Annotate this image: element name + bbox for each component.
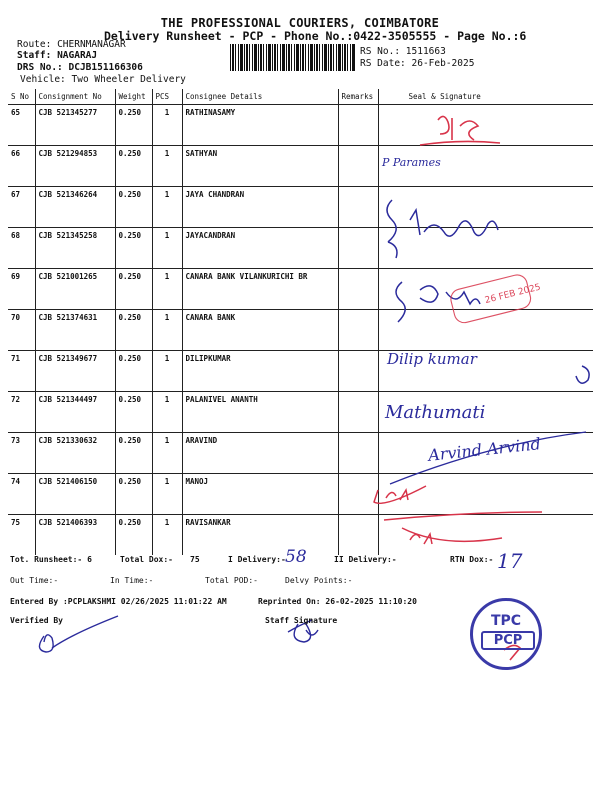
cell-pcs: 1 [152,433,182,474]
cell-pcs: 1 [152,351,182,392]
cell-consignment: CJB 521374631 [35,310,115,351]
col-header-weight: Weight [115,89,152,105]
cell-weight: 0.250 [115,433,152,474]
cell-weight: 0.250 [115,392,152,433]
signature-row65 [420,116,500,145]
signature-row75 [384,512,542,544]
in-time-label: In Time:- [110,576,154,585]
cell-pcs: 1 [152,515,182,556]
col-header-sno: S No [8,89,35,105]
cell-consignee: RAVISANKAR [182,515,338,556]
tot-runsheet: Tot. Runsheet:- 6 [10,555,92,564]
rtn-dox-label: RTN Dox:- [450,555,494,564]
cell-consignee: RATHINASAMY [182,105,338,146]
cell-weight: 0.250 [115,474,152,515]
staff-value: NAGARAJ [57,50,98,61]
cell-pcs: 1 [152,187,182,228]
col-header-consignee: Consignee Details [182,89,338,105]
handwritten-row66: P Parames [382,156,441,169]
cell-consignee: SATHYAN [182,146,338,187]
reprinted-on: Reprinted On: 26-02-2025 11:10:20 [258,597,417,606]
cell-weight: 0.250 [115,187,152,228]
cell-consignment: CJB 521346264 [35,187,115,228]
cell-consignment: CJB 521406150 [35,474,115,515]
cell-consignment: CJB 521345258 [35,228,115,269]
date-stamp-text: 26 FEB 2025 [483,282,542,307]
cell-weight: 0.250 [115,105,152,146]
cell-weight: 0.250 [115,146,152,187]
company-stamp [470,598,542,670]
cell-consignment: CJB 521345277 [35,105,115,146]
cell-consignee: CANARA BANK [182,310,338,351]
cell-weight: 0.250 [115,351,152,392]
cell-consignment: CJB 521344497 [35,392,115,433]
verified-by-label: Verified By [10,616,63,625]
col-header-pcs: PCS [152,89,182,105]
cell-sno: 68 [8,228,35,269]
cell-weight: 0.250 [115,269,152,310]
i-delivery-handwritten: 58 [285,547,307,567]
rs-no-value: 1511663 [405,46,446,57]
cell-weight: 0.250 [115,228,152,269]
cell-sno: 73 [8,433,35,474]
cell-consignment: CJB 521001265 [35,269,115,310]
cell-sno: 74 [8,474,35,515]
vehicle-value: Two Wheeler Delivery [71,74,186,85]
signature-row69 [396,282,480,322]
handwritten-row73: Arvind Arvind [427,434,542,465]
stamp-line2: PCP [481,631,535,650]
cell-sno: 66 [8,146,35,187]
col-header-seal-signature: Seal & Signature [378,89,593,105]
vehicle-label: Vehicle: [20,74,66,85]
cell-consignment: CJB 521406393 [35,515,115,556]
cell-consignment: CJB 521349677 [35,351,115,392]
delvy-points-label: Delvy Points:- [285,576,353,585]
rs-no-label: RS No.: [360,46,401,57]
stamp-line1: TPC [490,613,522,629]
cell-consignee: JAYACANDRAN [182,228,338,269]
cell-pcs: 1 [152,105,182,146]
cell-sno: 65 [8,105,35,146]
cell-pcs: 1 [152,392,182,433]
cell-sno: 69 [8,269,35,310]
total-pod-label: Total POD:- [205,576,258,585]
rtn-dox-handwritten: 17 [497,549,523,573]
cell-weight: 0.250 [115,310,152,351]
staff-signature-label: Staff Signature [265,616,338,625]
runsheet-subtitle: Delivery Runsheet - PCP - Phone No.:0422-3505555 - Page No.:6 [104,29,527,43]
staff-label: Staff: [17,50,52,61]
cell-pcs: 1 [152,474,182,515]
col-header-consignment: Consignment No [35,89,115,105]
cell-sno: 70 [8,310,35,351]
cell-consignee: JAYA CHANDRAN [182,187,338,228]
drs-label: DRS No.: [17,62,63,73]
route-value: CHERNMANAGAR [57,39,126,50]
cell-pcs: 1 [152,228,182,269]
i-delivery-label: I Delivery:- [228,555,286,564]
cell-pcs: 1 [152,269,182,310]
handwritten-row71: Dilip kumar [387,350,477,368]
out-time-label: Out Time:- [10,576,59,585]
cell-consignee: CANARA BANK VILANKURICHI BR [182,269,338,310]
drs-value: DCJB151166306 [68,62,143,73]
route-label: Route: [17,39,52,50]
total-dox-value: 75 [190,555,200,564]
rs-date-label: RS Date: [360,58,406,69]
rs-date-value: 26-Feb-2025 [411,58,475,69]
total-dox-label: Total Dox:- [120,555,173,564]
signature-row74 [374,486,426,503]
ii-delivery-label: II Delivery:- [334,555,397,564]
cell-consignment: CJB 521294853 [35,146,115,187]
cell-consignee: DILIPKUMAR [182,351,338,392]
cell-pcs: 1 [152,146,182,187]
col-header-remarks: Remarks [338,89,378,105]
cell-weight: 0.250 [115,515,152,556]
cell-pcs: 1 [152,310,182,351]
cell-sno: 67 [8,187,35,228]
cell-consignment: CJB 521330632 [35,433,115,474]
cell-sno: 71 [8,351,35,392]
cell-consignee: MANOJ [182,474,338,515]
handwritten-row72: Mathumati [385,402,486,423]
cell-consignee: PALANIVEL ANANTH [182,392,338,433]
signature-row67 [387,200,498,258]
entered-by: Entered By :PCPLAKSHMI 02/26/2025 11:01:22 AM [10,597,227,606]
cell-sno: 72 [8,392,35,433]
cell-consignee: ARAVIND [182,433,338,474]
signature-row71 [576,366,589,383]
document-title: THE PROFESSIONAL COURIERS, COIMBATORE [160,16,440,30]
cell-sno: 75 [8,515,35,556]
